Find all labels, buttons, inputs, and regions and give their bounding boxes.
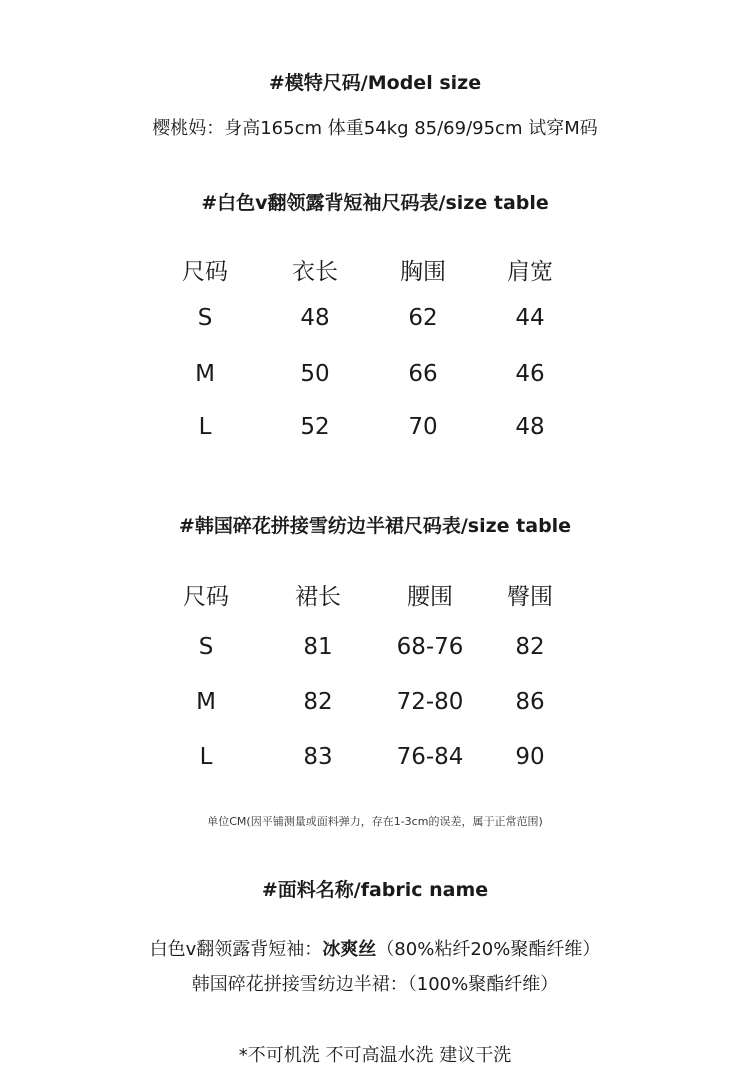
skirt-row-s-waist: 68-76 bbox=[396, 634, 464, 660]
skirt-row-m-waist: 72-80 bbox=[396, 689, 464, 715]
fabric-top-label: 白色v翻领露背短袖： bbox=[149, 939, 323, 960]
top-row-s-bust: 62 bbox=[408, 305, 438, 331]
measurement-note: 单位CM(因平铺测量或面料弹力，存在1-3cm的误差，属于正常范围) bbox=[207, 815, 543, 828]
skirt-row-l-size: L bbox=[199, 744, 213, 770]
skirt-row-l-waist: 76-84 bbox=[396, 744, 464, 770]
fabric-top-composition: （80%粘纤20%聚酯纤维） bbox=[376, 939, 601, 960]
care-instructions: *不可机洗 不可高温水洗 建议干洗 bbox=[238, 1045, 512, 1066]
top-row-m-bust: 66 bbox=[408, 361, 438, 387]
skirt-size-table-heading: #韩国碎花拼接雪纺边半裙尺码表/size table bbox=[178, 515, 572, 537]
top-row-l-bust: 70 bbox=[408, 414, 438, 440]
top-row-l-shoulder: 48 bbox=[515, 414, 545, 440]
top-row-m-length: 50 bbox=[300, 361, 330, 387]
top-row-s-length: 48 bbox=[300, 305, 330, 331]
skirt-row-m-length: 82 bbox=[303, 689, 333, 715]
top-header-size: 尺码 bbox=[182, 259, 228, 285]
skirt-row-l-length: 83 bbox=[303, 744, 333, 770]
top-row-l-size: L bbox=[198, 414, 212, 440]
fabric-line-top bbox=[0, 935, 750, 961]
skirt-row-s-size: S bbox=[198, 634, 214, 660]
top-size-table-heading: #白色v翻领露背短袖尺码表/size table bbox=[201, 192, 549, 214]
top-header-shoulder: 肩宽 bbox=[507, 259, 553, 285]
top-header-bust: 胸围 bbox=[400, 259, 446, 285]
model-size-heading: #模特尺码/Model size bbox=[268, 72, 482, 94]
fabric-line-skirt: 韩国碎花拼接雪纺边半裙：（100%聚酯纤维） bbox=[191, 974, 559, 995]
top-header-length: 衣长 bbox=[292, 259, 338, 285]
fabric-name-heading: #面料名称/fabric name bbox=[261, 879, 489, 901]
top-row-m-size: M bbox=[195, 361, 215, 387]
top-row-s-size: S bbox=[197, 305, 213, 331]
skirt-header-hip: 臀围 bbox=[507, 584, 553, 610]
skirt-row-m-size: M bbox=[196, 689, 216, 715]
top-row-l-length: 52 bbox=[300, 414, 330, 440]
fabric-top-material: 冰爽丝 bbox=[322, 939, 377, 960]
skirt-header-length: 裙长 bbox=[295, 584, 341, 610]
skirt-header-waist: 腰围 bbox=[407, 584, 453, 610]
skirt-row-s-hip: 82 bbox=[515, 634, 545, 660]
skirt-row-l-hip: 90 bbox=[515, 744, 545, 770]
model-size-info: 樱桃妈：身高165cm 体重54kg 85/69/95cm 试穿M码 bbox=[152, 118, 598, 139]
top-row-s-shoulder: 44 bbox=[515, 305, 545, 331]
skirt-row-m-hip: 86 bbox=[515, 689, 545, 715]
skirt-row-s-length: 81 bbox=[303, 634, 333, 660]
top-row-m-shoulder: 46 bbox=[515, 361, 545, 387]
skirt-header-size: 尺码 bbox=[183, 584, 229, 610]
